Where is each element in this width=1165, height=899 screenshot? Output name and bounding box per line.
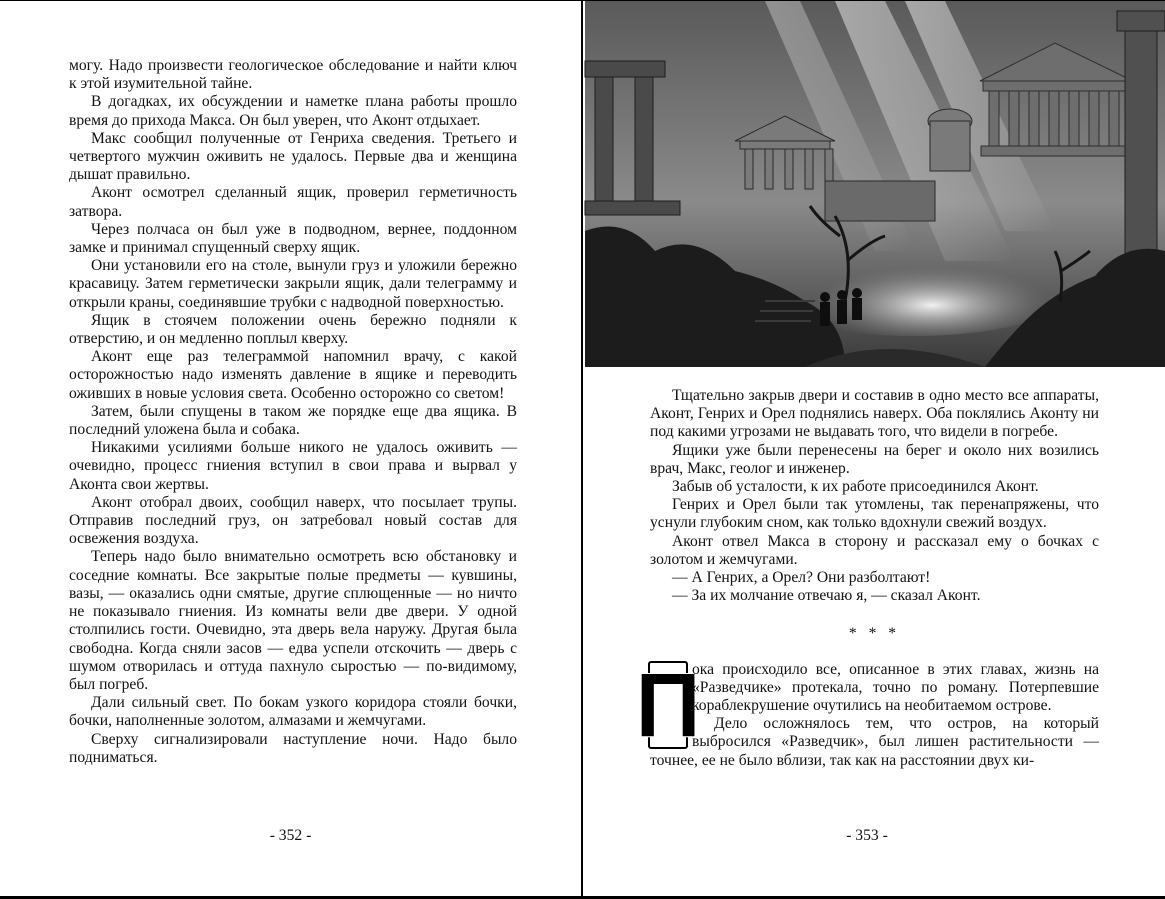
paragraph: Сверху сигнализировали наступление ночи. Надо было подниматься. [69, 730, 517, 766]
paragraph: могу. Надо произвести геологическое обследование и найти ключ к этой изумительной тайне. [69, 57, 517, 93]
page-number: - 352 - [269, 827, 312, 844]
paragraph: — А Генрих, а Орел? Они разболтают! [672, 569, 931, 587]
paragraph: ока происходило все, описанное в этих главах, жизнь на «Разведчике» протекала, точно по роману. Потерпевшие кораблекрушение очутились на необитаемом острове. [692, 660, 1099, 715]
paragraph: Они установили его на столе, вынули груз и уложили бережно красавицу. Затем герметически закрыли ящик, дали телеграмму и открыли краны, соединявшие трубки с надводной поверхностью. [69, 257, 517, 311]
drop-cap-letter: П [634, 654, 702, 757]
paragraph: Дело осложнялось тем, что остров, на который выбросился «Разведчик», был лишен растительности — точнее, ее не было вблизи, так как на расстоянии двух ки- [650, 715, 1099, 769]
left-page [0, 1, 583, 897]
underwater-ruins-illustration [585, 1, 1165, 367]
paragraph: Забыв об усталости, к их работе присоединился Аконт. [672, 478, 1039, 496]
paragraph: Тщательно закрыв двери и составив в одно место все аппараты, Аконт, Генрих и Орел поднялись наверх. Оба поклялись Аконту ни под какими угрозами не выдавать того, что видели в погребе. [650, 387, 1099, 441]
paragraph: Через полчаса он был уже в подводном, вернее, поддонном замке и принимал спущенный сверху ящик. [69, 220, 517, 257]
paragraph: В догадках, их обсуждении и наметке плана работы прошло время до прихода Макса. Он был уверен, что Аконт отдыхает. [69, 93, 517, 129]
drop-cap [634, 654, 702, 757]
paragraph: Теперь надо было внимательно осмотреть всю обстановку и соседние комнаты. Все закрытые полые предметы — кувшины, вазы, — оказались одни смятые, другие сплющенные — но ничто не показывало гниения. Из комнаты вели две двери. У одной столпились гости. Очевидно, эта дверь вела наружу. Другая была свободна. Когда сняли засов — едва успели отскочить — дверь с шумом отворилась и оттуда пахнуло сыростью — по-видимому, был погреб. [69, 548, 517, 693]
paragraph: Дали сильный свет. По бокам узкого коридора стояли бочки, бочки, наполненные золотом, алмазами и жемчугами. [69, 694, 517, 730]
paragraph: Аконт еще раз телеграммой напомнил врачу, с какой осторожностью надо изменять давление в ящике и переводить оживших в новые условия света. Особенно осторожно со светом! [69, 348, 517, 402]
paragraph: Аконт отвел Макса в сторону и рассказал ему о бочках с золотом и жемчугами. [650, 532, 1099, 568]
page-number: - 353 - [846, 827, 888, 844]
paragraph: Аконт осмотрел сделанный ящик, проверил герметичность затвора. [69, 184, 517, 220]
paragraph: — За их молчание отвечаю я, — сказал Аконт. [672, 587, 981, 605]
right-page-text [634, 387, 1099, 770]
paragraph: Аконт отобрал двоих, сообщил наверх, что посылает трупы. Отправив последний груз, он затребовал новый состав для освежения воздуха. [69, 493, 517, 548]
paragraph: Ящик в стоячем положении очень бережно подняли к отверстию, и он медленно поплыл кверху. [69, 311, 517, 348]
paragraph: Никакими усилиями больше никого не удалось оживить — очевидно, процесс гниения вступил в свои права и вырвал у Аконта свои жертвы. [69, 439, 517, 493]
right-page [585, 1, 1165, 897]
paragraph: Макс сообщил полученные от Генриха сведения. Третьего и четвертого мужчин оживить не удалось. Первые два и женщина дышат правильно. [69, 129, 517, 184]
drop-cap-paragraph [634, 654, 1099, 770]
left-page-text [69, 57, 517, 767]
section-separator: * * * [848, 625, 901, 643]
paragraph: Генрих и Орел были так утомлены, так перенапряжены, что уснули глубоким сном, как только вдохнули свежий воздух. [650, 496, 1099, 532]
paragraph: Ящики уже были перенесены на берег и около них возились врач, Макс, геолог и инженер. [650, 441, 1099, 477]
paragraph: Затем, были спущены в таком же порядке еще два ящика. В последний уложена была и собака. [69, 402, 517, 439]
